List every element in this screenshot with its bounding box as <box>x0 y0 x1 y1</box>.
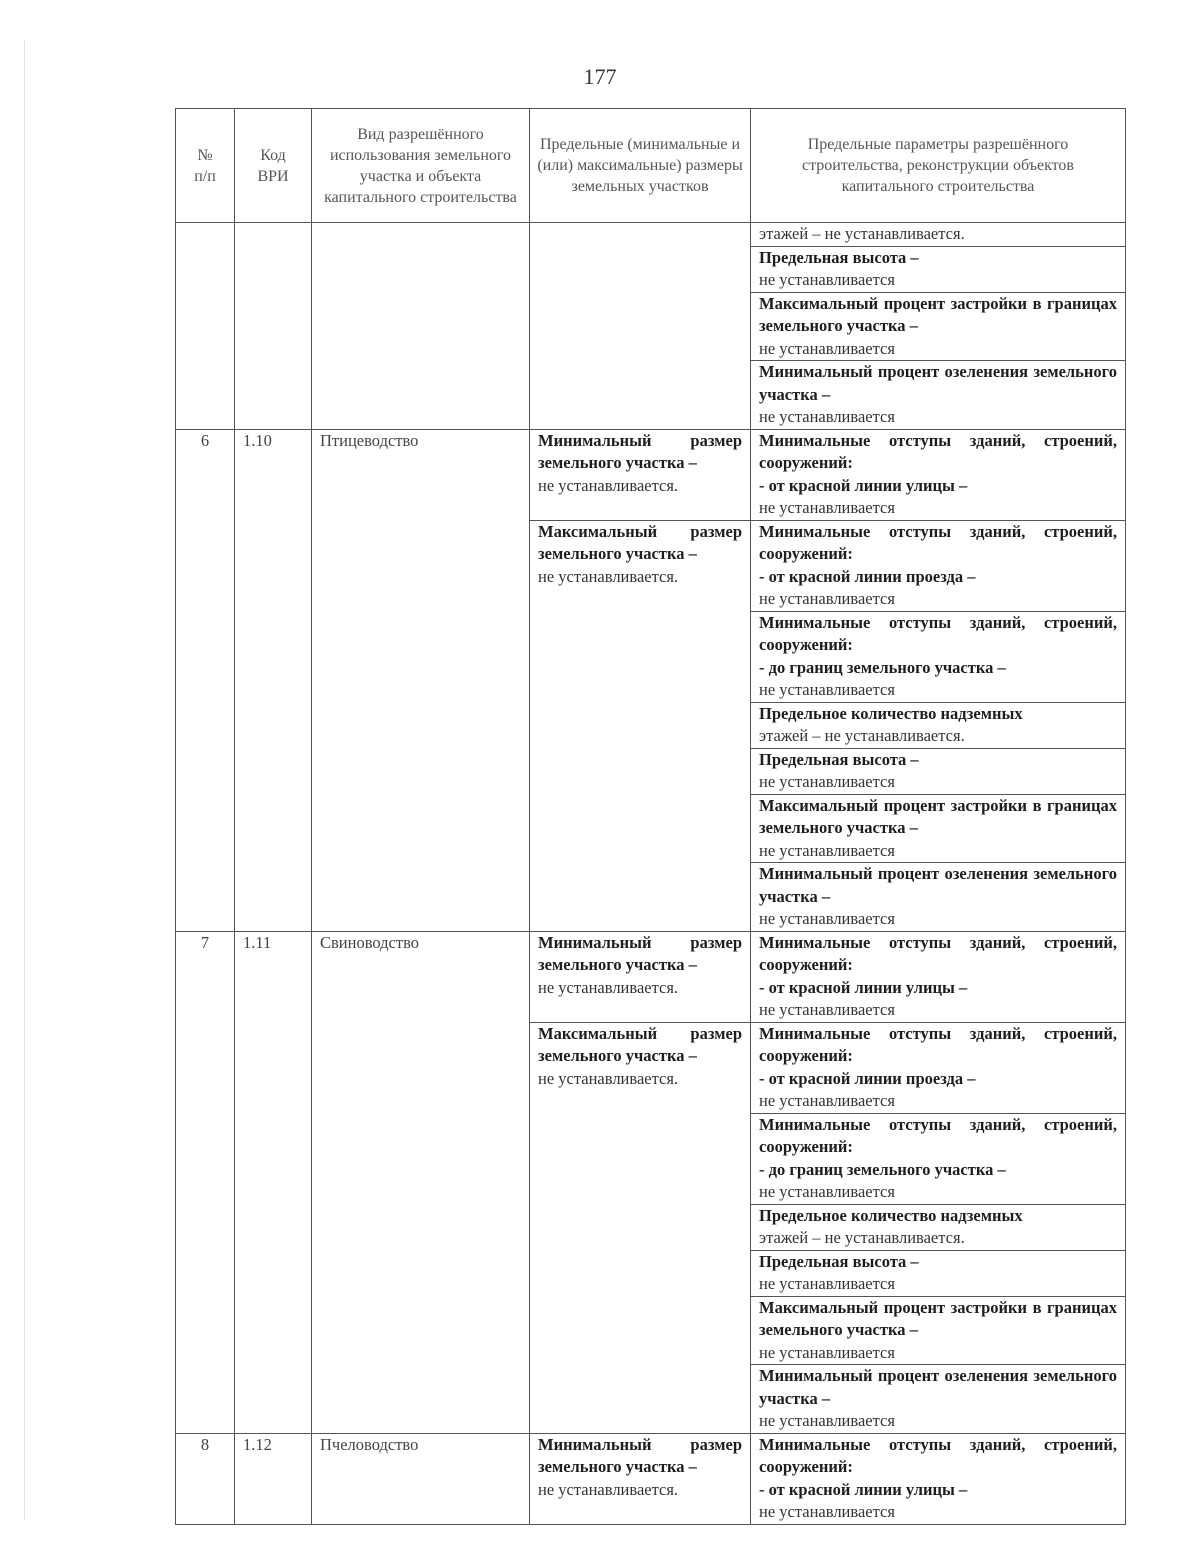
header-num: № п/п <box>176 109 235 223</box>
param-title: Минимальные отступы зданий, строений, сооружений: - от красной линии улицы – <box>759 932 1117 997</box>
param-title: Максимальный процент застройки в границах земельного участка – <box>759 795 1117 837</box>
row-number: 6 <box>176 429 235 931</box>
param-value: не устанавливается <box>759 1342 895 1362</box>
empty-cell <box>530 223 751 430</box>
param-value: не устанавливается. <box>538 475 679 495</box>
params-cell <box>751 611 1126 702</box>
param-title: Минимальные отступы зданий, строений, сооружений: - от красной линии улицы – <box>759 430 1117 495</box>
param-title: Минимальные отступы зданий, строений, сооружений: - от красной линии проезда – <box>759 1023 1117 1088</box>
params-cell <box>751 931 1126 1022</box>
params-cell <box>751 361 1126 430</box>
row-code: 1.11 <box>235 931 312 1433</box>
params-cell <box>751 1113 1126 1204</box>
param-title: Максимальный размер земельного участка – <box>538 521 742 563</box>
param-title: Предельное количество надземных <box>759 703 1023 723</box>
params-cell <box>751 1296 1126 1365</box>
param-value: не устанавливается. <box>538 977 679 997</box>
row-code: 1.12 <box>235 1433 312 1524</box>
size-cell <box>530 1022 751 1433</box>
table-row <box>176 1433 1126 1524</box>
params-cell <box>751 1204 1126 1250</box>
param-title: Предельное количество надземных <box>759 1205 1023 1225</box>
param-value: не устанавливается <box>759 589 895 608</box>
params-cell <box>751 794 1126 863</box>
row-type: Пчеловодство <box>312 1433 530 1524</box>
param-value: не устанавливается <box>759 680 895 699</box>
size-cell <box>530 520 751 931</box>
param-value: не устанавливается <box>759 1091 895 1110</box>
param-value: не устанавливается. <box>538 1479 679 1499</box>
param-value: не устанавливается <box>759 909 895 928</box>
param-title: Минимальный размер земельного участка – <box>538 1434 742 1476</box>
param-title: Предельная высота – <box>759 247 919 267</box>
table-row <box>176 931 1126 1022</box>
param-title: Минимальный размер земельного участка – <box>538 932 742 974</box>
param-title: Предельная высота – <box>759 749 919 769</box>
param-value: этажей – не устанавливается. <box>759 224 965 243</box>
param-value: не устанавливается <box>759 498 895 517</box>
row-code: 1.10 <box>235 429 312 931</box>
param-title: Минимальный процент озеленения земельного участка – <box>759 362 1117 404</box>
params-cell <box>751 223 1126 247</box>
param-title: Минимальный размер земельного участка – <box>538 430 742 472</box>
param-title: Минимальный процент озеленения земельного участка – <box>759 864 1117 906</box>
param-value: не устанавливается <box>759 772 895 791</box>
empty-cell <box>312 223 530 430</box>
empty-cell <box>176 223 235 430</box>
param-value: не устанавливается. <box>538 566 679 586</box>
size-cell <box>530 429 751 520</box>
table-body <box>176 223 1126 1525</box>
param-value: не устанавливается <box>759 1411 895 1430</box>
param-value: этажей – не устанавливается. <box>759 726 965 745</box>
param-title: Максимальный процент застройки в границах земельного участка – <box>759 293 1117 335</box>
param-title: Максимальный размер земельного участка – <box>538 1023 742 1065</box>
row-type: Свиноводство <box>312 931 530 1433</box>
table-row <box>176 429 1126 520</box>
params-cell <box>751 1022 1126 1113</box>
param-value: не устанавливается <box>759 1502 895 1521</box>
params-cell <box>751 520 1126 611</box>
param-value: не устанавливается <box>759 1274 895 1293</box>
param-title: Минимальные отступы зданий, строений, сооружений: - от красной линии проезда – <box>759 521 1117 586</box>
params-cell <box>751 292 1126 361</box>
param-value: не устанавливается <box>759 407 895 426</box>
table-header-row <box>176 109 1126 223</box>
param-value: не устанавливается <box>759 1182 895 1201</box>
param-value: не устанавливается <box>759 270 895 289</box>
params-cell <box>751 1433 1126 1524</box>
param-title: Максимальный процент застройки в границах земельного участка – <box>759 1297 1117 1339</box>
regulations-table <box>175 108 1126 1525</box>
scan-margin-line <box>24 40 25 1520</box>
size-cell <box>530 931 751 1022</box>
header-params: Предельные параметры разрешённого строительства, реконструкции объектов капитального строительства <box>751 109 1126 223</box>
row-number: 7 <box>176 931 235 1433</box>
table-row-continuation <box>176 223 1126 247</box>
header-code: Код ВРИ <box>235 109 312 223</box>
empty-cell <box>235 223 312 430</box>
param-title: Минимальные отступы зданий, строений, сооружений: - до границ земельного участка – <box>759 1114 1117 1179</box>
param-title: Минимальные отступы зданий, строений, сооружений: - от красной линии улицы – <box>759 1434 1117 1499</box>
params-cell <box>751 863 1126 932</box>
params-cell <box>751 246 1126 292</box>
param-title: Минимальный процент озеленения земельного участка – <box>759 1366 1117 1408</box>
row-type: Птицеводство <box>312 429 530 931</box>
params-cell <box>751 1365 1126 1434</box>
param-title: Предельная высота – <box>759 1251 919 1271</box>
param-title: Минимальные отступы зданий, строений, сооружений: - до границ земельного участка – <box>759 612 1117 677</box>
header-type: Вид разрешённого использования земельного участка и объекта капитального строительства <box>312 109 530 223</box>
header-size: Предельные (минимальные и (или) максимальные) размеры земельных участков <box>530 109 751 223</box>
param-value: не устанавливается. <box>538 1068 679 1088</box>
param-value: этажей – не устанавливается. <box>759 1228 965 1247</box>
param-value: не устанавливается <box>759 840 895 860</box>
params-cell <box>751 702 1126 748</box>
params-cell <box>751 429 1126 520</box>
param-value: не устанавливается <box>759 1000 895 1019</box>
params-cell <box>751 748 1126 794</box>
page-number: 177 <box>583 64 617 89</box>
params-cell <box>751 1250 1126 1296</box>
size-cell <box>530 1433 751 1524</box>
row-number: 8 <box>176 1433 235 1524</box>
param-value: не устанавливается <box>759 338 895 358</box>
